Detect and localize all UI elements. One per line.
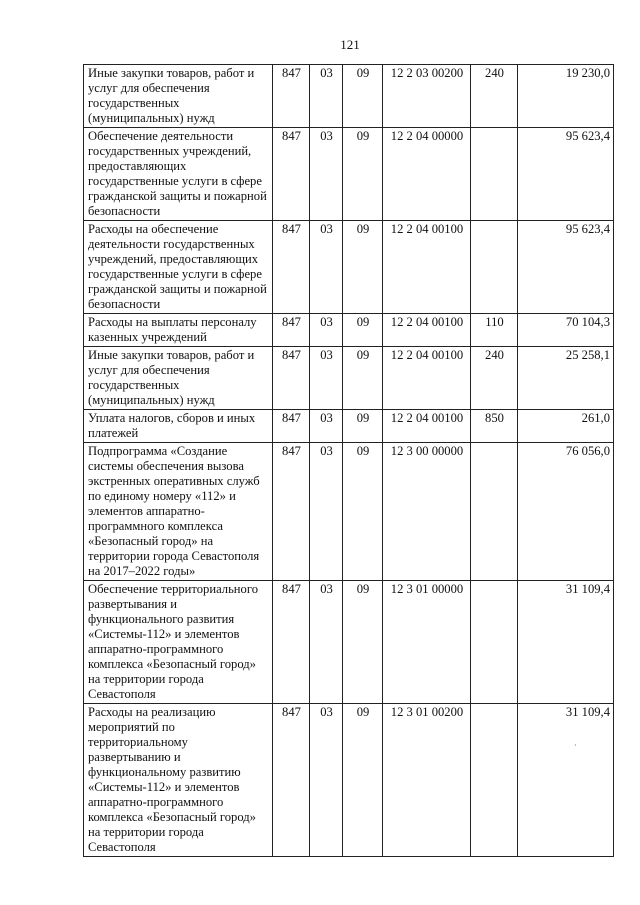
target-code-cell: 12 3 01 00200 [383, 704, 471, 857]
expense-type-cell [471, 128, 518, 221]
section-code-cell: 03 [310, 410, 343, 443]
row-name-cell: Обеспечение деятельности государственных учреждений, предоставляющих государственные услуги в сфере гражданской защиты и пожарной безопасности [84, 128, 273, 221]
target-code-cell: 12 2 04 00000 [383, 128, 471, 221]
section-code-cell: 03 [310, 581, 343, 704]
budget-table [83, 64, 614, 857]
expense-type-cell: 240 [471, 347, 518, 410]
target-code-cell: 12 2 04 00100 [383, 410, 471, 443]
expense-type-cell [471, 443, 518, 581]
table-row [84, 65, 614, 128]
target-code-cell: 12 3 01 00000 [383, 581, 471, 704]
ministry-code-cell: 847 [273, 581, 310, 704]
table-body [84, 65, 614, 857]
target-code-cell: 12 2 03 00200 [383, 65, 471, 128]
ministry-code-cell: 847 [273, 410, 310, 443]
table-row [84, 704, 614, 857]
section-code-cell: 03 [310, 704, 343, 857]
subsection-code-cell: 09 [343, 128, 383, 221]
table-row [84, 128, 614, 221]
subsection-code-cell: 09 [343, 410, 383, 443]
ministry-code-cell: 847 [273, 65, 310, 128]
amount-cell: 31 109,4 [518, 704, 614, 857]
subsection-code-cell: 09 [343, 581, 383, 704]
expense-type-cell: 110 [471, 314, 518, 347]
row-name-cell: Уплата налогов, сборов и иных платежей [84, 410, 273, 443]
target-code-cell: 12 2 04 00100 [383, 314, 471, 347]
section-code-cell: 03 [310, 221, 343, 314]
section-code-cell: 03 [310, 314, 343, 347]
row-name-cell: Расходы на реализацию мероприятий по территориальному развертыванию и функциональному развитию «Системы-112» и элементов аппаратно-программного комплекса «Безопасный город» на территории города Севастополя [84, 704, 273, 857]
amount-cell: 19 230,0 [518, 65, 614, 128]
scan-mark: · [574, 741, 577, 750]
ministry-code-cell: 847 [273, 443, 310, 581]
row-name-cell: Подпрограмма «Создание системы обеспечения вызова экстренных оперативных служб по единому номеру «112» и элементов аппаратно-программного комплекса «Безопасный город» на территории города Севастополя на 2017–2022 годы» [84, 443, 273, 581]
table-row [84, 221, 614, 314]
amount-cell: 261,0 [518, 410, 614, 443]
row-name-cell: Обеспечение территориального развертывания и функционального развития «Системы-112» и элементов аппаратно-программного комплекса «Безопасный город» на территории города Севастополя [84, 581, 273, 704]
section-code-cell: 03 [310, 443, 343, 581]
row-name-cell: Расходы на обеспечение деятельности государственных учреждений, предоставляющих государственные услуги в сфере гражданской защиты и пожарной безопасности [84, 221, 273, 314]
section-code-cell: 03 [310, 128, 343, 221]
ministry-code-cell: 847 [273, 221, 310, 314]
table-row [84, 443, 614, 581]
amount-cell: 95 623,4 [518, 221, 614, 314]
subsection-code-cell: 09 [343, 443, 383, 581]
section-code-cell: 03 [310, 65, 343, 128]
subsection-code-cell: 09 [343, 65, 383, 128]
expense-type-cell: 850 [471, 410, 518, 443]
expense-type-cell [471, 704, 518, 857]
section-code-cell: 03 [310, 347, 343, 410]
table-row [84, 410, 614, 443]
ministry-code-cell: 847 [273, 347, 310, 410]
target-code-cell: 12 2 04 00100 [383, 221, 471, 314]
table-row [84, 314, 614, 347]
target-code-cell: 12 3 00 00000 [383, 443, 471, 581]
amount-cell: 25 258,1 [518, 347, 614, 410]
row-name-cell: Расходы на выплаты персоналу казенных учреждений [84, 314, 273, 347]
expense-type-cell [471, 581, 518, 704]
expense-type-cell: 240 [471, 65, 518, 128]
amount-cell: 95 623,4 [518, 128, 614, 221]
expense-type-cell [471, 221, 518, 314]
row-name-cell: Иные закупки товаров, работ и услуг для обеспечения государственных (муниципальных) нужд [84, 347, 273, 410]
subsection-code-cell: 09 [343, 314, 383, 347]
amount-cell: 76 056,0 [518, 443, 614, 581]
ministry-code-cell: 847 [273, 704, 310, 857]
ministry-code-cell: 847 [273, 314, 310, 347]
amount-cell: 31 109,4 [518, 581, 614, 704]
target-code-cell: 12 2 04 00100 [383, 347, 471, 410]
table-row [84, 581, 614, 704]
subsection-code-cell: 09 [343, 704, 383, 857]
ministry-code-cell: 847 [273, 128, 310, 221]
page-number: 121 [340, 37, 360, 52]
amount-cell: 70 104,3 [518, 314, 614, 347]
row-name-cell: Иные закупки товаров, работ и услуг для обеспечения государственных (муниципальных) нужд [84, 65, 273, 128]
subsection-code-cell: 09 [343, 221, 383, 314]
table-row [84, 347, 614, 410]
subsection-code-cell: 09 [343, 347, 383, 410]
